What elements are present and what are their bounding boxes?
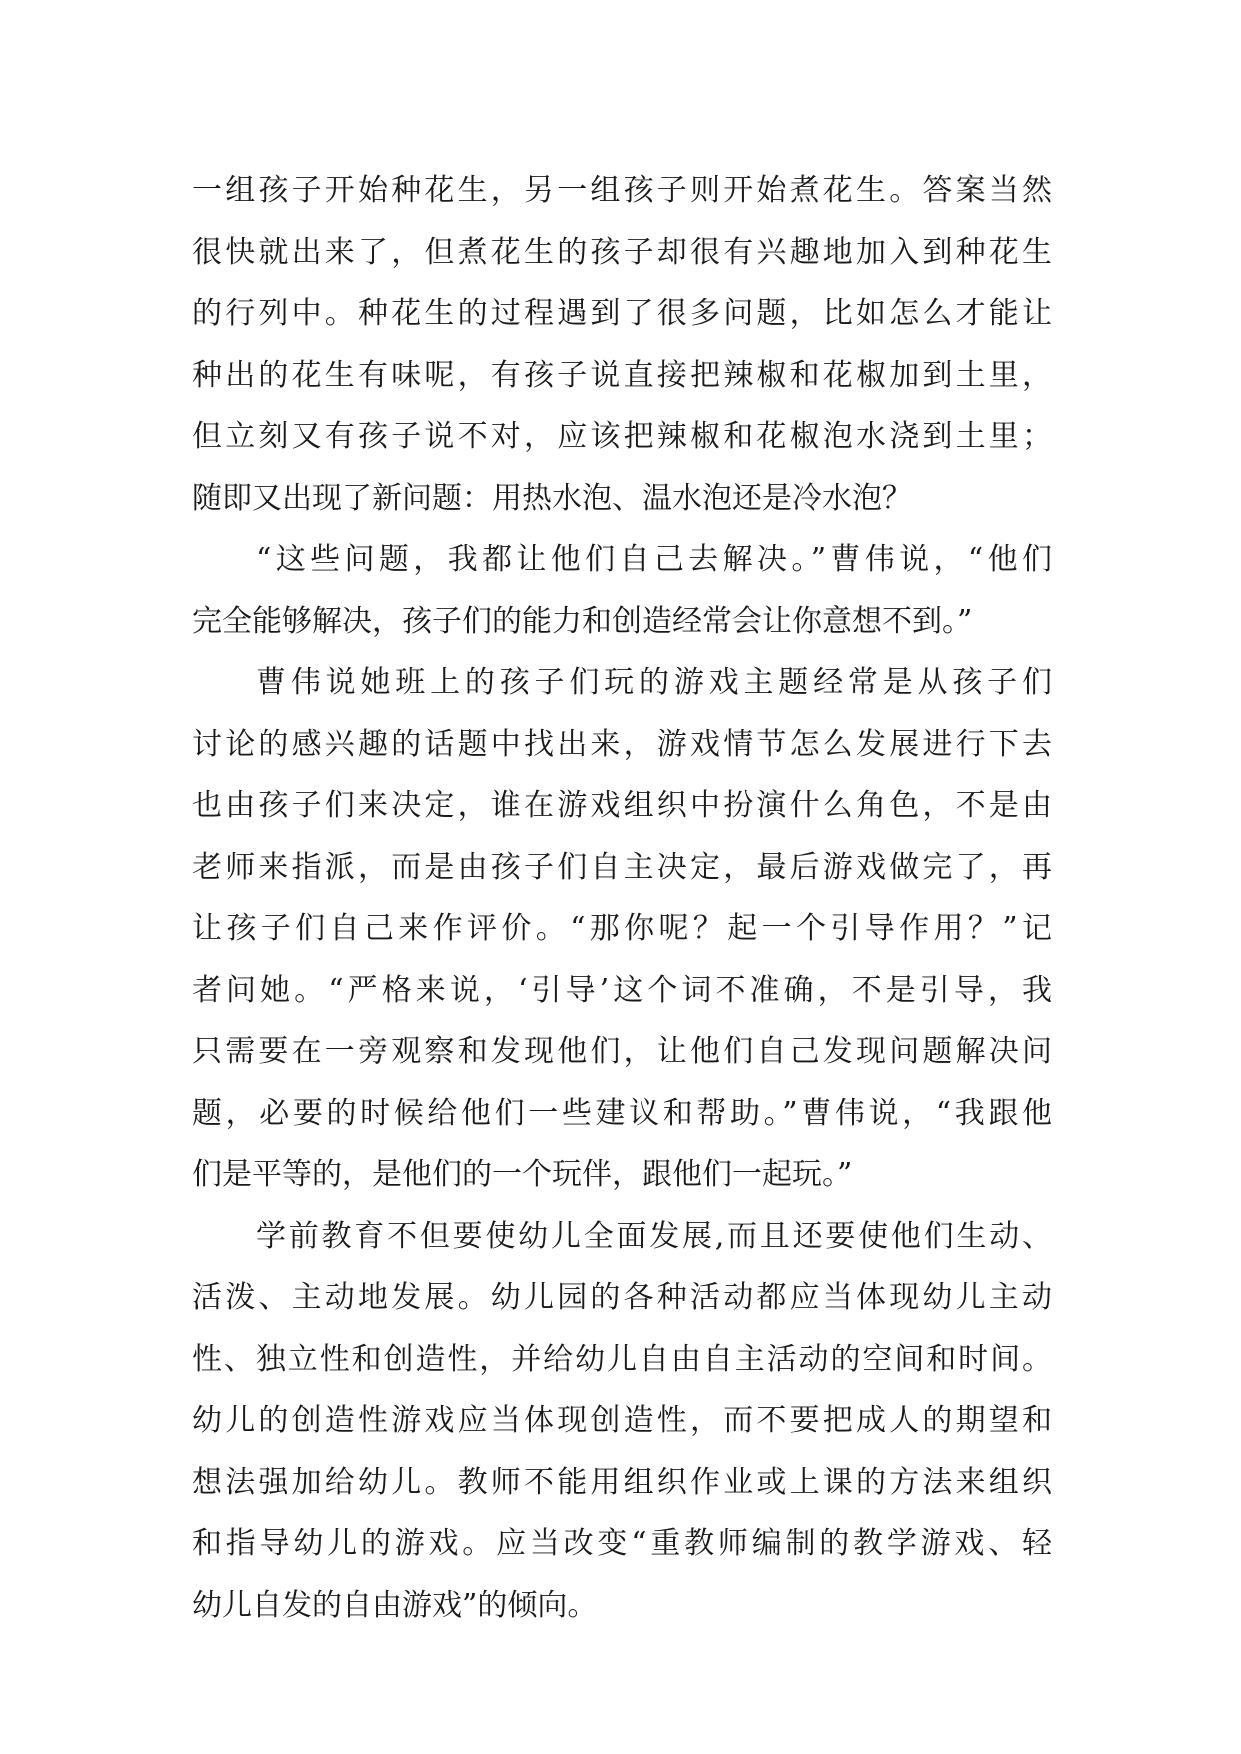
text-line: 随即又出现了新问题：用热水泡、温水泡还是冷水泡？	[192, 480, 912, 516]
text-line: 也由孩子们来决定，谁在游戏组织中扮演什么角色，不是由	[192, 788, 1052, 823]
paragraph-4	[192, 1206, 1052, 1637]
paragraph-2	[192, 529, 1052, 652]
text-line: 题，必要的时候给他们一些建议和帮助。”曹伟说，“我跟他	[192, 1095, 1052, 1131]
text-line: 幼儿自发的自由游戏”的倾向。	[192, 1587, 598, 1623]
text-line: 幼儿的创造性游戏应当体现创造性，而不要把成人的期望和	[192, 1403, 1052, 1438]
text-line: 们是平等的，是他们的一个玩伴，跟他们一起玩。”	[192, 1157, 853, 1192]
text-line: 和指导幼儿的游戏。应当改变“重教师编制的教学游戏、轻	[192, 1526, 1052, 1561]
text-line: 活泼、主动地发展。幼儿园的各种活动都应当体现幼儿主动	[192, 1280, 1052, 1315]
text-line: 但立刻又有孩子说不对，应该把辣椒和花椒泡水浇到土里；	[192, 419, 1052, 454]
text-line: 很快就出来了，但煮花生的孩子却很有兴趣地加入到种花生	[192, 234, 1052, 270]
text-line: 一组孩子开始种花生，另一组孩子则开始煮花生。答案当然	[192, 173, 1052, 208]
text-line: 者问她。“严格来说，‘引导’这个词不准确，不是引导，我	[192, 972, 1052, 1008]
text-line: 讨论的感兴趣的话题中找出来，游戏情节怎么发展进行下去	[192, 726, 1052, 762]
text-line: 让孩子们自己来作评价。“那你呢？起一个引导作用？”记	[192, 911, 1052, 946]
paragraph-3	[192, 652, 1052, 1206]
text-line: 种出的花生有味呢，有孩子说直接把辣椒和花椒加到土里，	[192, 357, 1052, 393]
paragraph-1	[192, 160, 1052, 529]
text-line: “这些问题，我都让他们自己去解决。”曹伟说，“他们	[256, 542, 1052, 577]
text-line: 性、独立性和创造性，并给幼儿自由自主活动的空间和时间。	[192, 1341, 1052, 1377]
text-line: 的行列中。种花生的过程遇到了很多问题，比如怎么才能让	[192, 296, 1052, 331]
text-line: 曹伟说她班上的孩子们玩的游戏主题经常是从孩子们	[256, 665, 1052, 700]
text-line: 想法强加给幼儿。教师不能用组织作业或上课的方法来组织	[192, 1464, 1052, 1500]
text-line: 老师来指派，而是由孩子们自主决定，最后游戏做完了，再	[192, 849, 1052, 885]
text-line: 完全能够解决，孩子们的能力和创造经常会让你意想不到。”	[192, 603, 973, 639]
text-line: 学前教育不但要使幼儿全面发展,而且还要使他们生动、	[256, 1218, 1052, 1254]
text-line: 只需要在一旁观察和发现他们，让他们自己发现问题解决问	[192, 1034, 1052, 1069]
document-body	[192, 160, 1052, 1636]
